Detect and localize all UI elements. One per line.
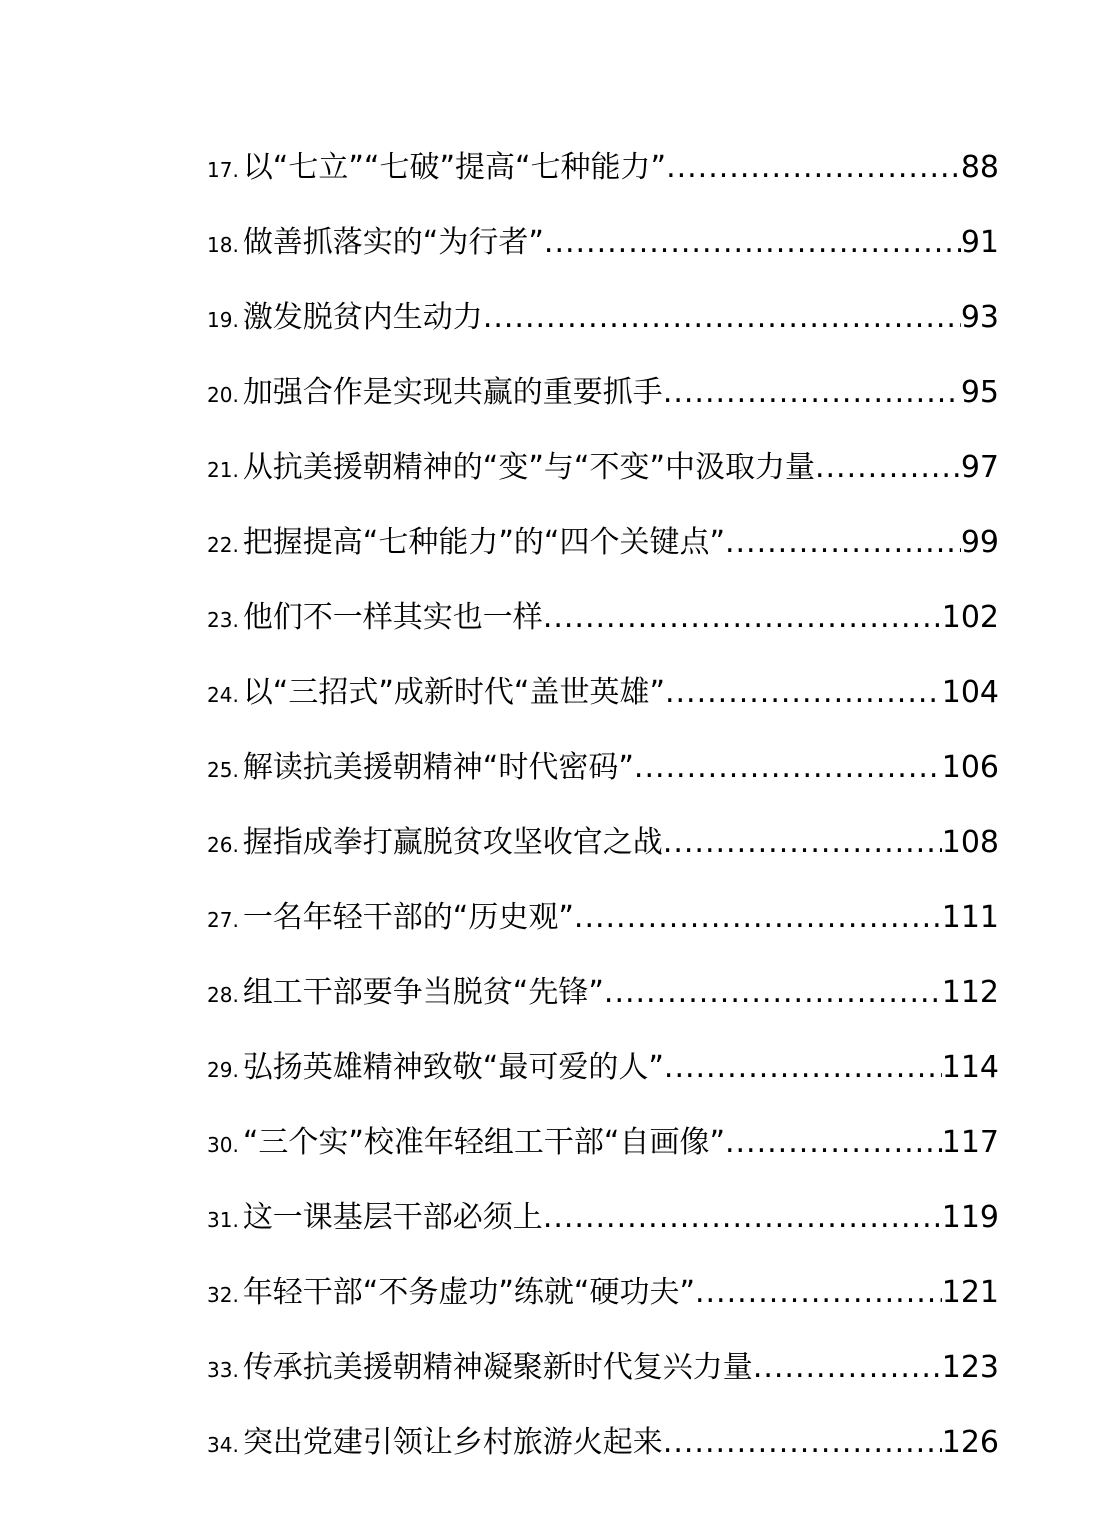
- toc-dot-leader: [695, 1275, 942, 1310]
- toc-entry-title: 以“三招式”成新时代“盖世英雄”: [242, 675, 665, 710]
- toc-dot-leader: [543, 1200, 942, 1235]
- toc-entry-page: 102: [941, 600, 999, 635]
- toc-entry[interactable]: [207, 217, 999, 292]
- toc-entry-title: 这一课基层干部必须上: [242, 1200, 543, 1235]
- toc-entry-number: 32.: [207, 1283, 239, 1307]
- toc-entry-page: 95: [960, 375, 999, 410]
- toc-dot-leader: [753, 1350, 942, 1385]
- toc-dot-leader: [666, 150, 961, 185]
- toc-entry-title: 解读抗美援朝精神“时代密码”: [242, 750, 634, 785]
- toc-dot-leader: [663, 1425, 942, 1460]
- toc-entry[interactable]: [207, 1117, 999, 1192]
- toc-entry[interactable]: [207, 142, 999, 217]
- toc-entry-page: 121: [941, 1275, 999, 1310]
- toc-entry-page: 99: [960, 525, 999, 560]
- toc-dot-leader: [543, 600, 942, 635]
- toc-entry-number: 19.: [207, 308, 239, 332]
- toc-entry-number: 33.: [207, 1358, 239, 1382]
- toc-entry-number: 27.: [207, 908, 239, 932]
- toc-entry-number: 34.: [207, 1433, 239, 1457]
- toc-entry[interactable]: [207, 592, 999, 667]
- toc-entry-number: 17.: [207, 158, 239, 182]
- toc-entry-page: 117: [941, 1125, 999, 1160]
- toc-entry-number: 26.: [207, 833, 239, 857]
- toc-dot-leader: [725, 1125, 942, 1160]
- toc-entry[interactable]: [207, 292, 999, 367]
- toc-entry-title: “三个实”校准年轻组工干部“自画像”: [242, 1125, 725, 1160]
- toc-entry-page: 114: [941, 1050, 999, 1085]
- toc-entry-page: 97: [960, 450, 999, 485]
- toc-entry-page: 108: [941, 825, 999, 860]
- toc-entry[interactable]: [207, 1267, 999, 1342]
- toc-entry[interactable]: [207, 517, 999, 592]
- toc-entry-title: 组工干部要争当脱贫“先锋”: [242, 975, 604, 1010]
- toc-entry-page: 88: [960, 150, 999, 185]
- toc-entry-number: 21.: [207, 458, 239, 482]
- toc-entry-title: 一名年轻干部的“历史观”: [242, 900, 574, 935]
- toc-entry[interactable]: [207, 967, 999, 1042]
- toc-entry-title: 弘扬英雄精神致敬“最可爱的人”: [242, 1050, 664, 1085]
- toc-entry[interactable]: [207, 1342, 999, 1417]
- toc-entry-title: 做善抓落实的“为行者”: [242, 225, 544, 260]
- toc-entry-page: 112: [941, 975, 999, 1010]
- toc-entry[interactable]: [207, 367, 999, 442]
- toc-entry-page: 126: [941, 1425, 999, 1460]
- toc-entry-number: 30.: [207, 1133, 239, 1157]
- toc-entry-page: 91: [960, 225, 999, 260]
- toc-dot-leader: [664, 1050, 942, 1085]
- toc-entry-number: 20.: [207, 383, 239, 407]
- toc-entry-title: 他们不一样其实也一样: [242, 600, 543, 635]
- toc-entry-number: 25.: [207, 758, 239, 782]
- toc-dot-leader: [483, 300, 961, 335]
- table-of-contents: [207, 142, 999, 1492]
- toc-entry-number: 22.: [207, 533, 239, 557]
- toc-entry-page: 93: [960, 300, 999, 335]
- toc-entry[interactable]: [207, 892, 999, 967]
- toc-dot-leader: [604, 975, 942, 1010]
- toc-dot-leader: [665, 675, 942, 710]
- toc-entry-title: 激发脱贫内生动力: [242, 300, 483, 335]
- toc-dot-leader: [544, 225, 961, 260]
- toc-entry-number: 29.: [207, 1058, 239, 1082]
- toc-entry[interactable]: [207, 742, 999, 817]
- toc-entry-title: 以“七立”“七破”提高“七种能力”: [242, 150, 667, 185]
- toc-entry-title: 从抗美援朝精神的“变”与“不变”中汲取力量: [242, 450, 815, 485]
- toc-entry-page: 119: [941, 1200, 999, 1235]
- toc-entry-title: 握指成拳打赢脱贫攻坚收官之战: [242, 825, 663, 860]
- toc-entry-title: 传承抗美援朝精神凝聚新时代复兴力量: [242, 1350, 753, 1385]
- toc-entry[interactable]: [207, 442, 999, 517]
- toc-entry-page: 106: [941, 750, 999, 785]
- toc-entry-number: 18.: [207, 233, 239, 257]
- toc-dot-leader: [663, 375, 961, 410]
- toc-entry[interactable]: [207, 1417, 999, 1492]
- toc-dot-leader: [815, 450, 961, 485]
- toc-entry[interactable]: [207, 1042, 999, 1117]
- toc-entry[interactable]: [207, 817, 999, 892]
- toc-dot-leader: [574, 900, 942, 935]
- toc-entry-page: 111: [941, 900, 999, 935]
- toc-entry[interactable]: [207, 1192, 999, 1267]
- toc-entry-title: 突出党建引领让乡村旅游火起来: [242, 1425, 663, 1460]
- toc-entry-number: 24.: [207, 683, 239, 707]
- toc-entry[interactable]: [207, 667, 999, 742]
- toc-entry-number: 28.: [207, 983, 239, 1007]
- toc-entry-number: 23.: [207, 608, 239, 632]
- toc-dot-leader: [725, 525, 961, 560]
- toc-entry-number: 31.: [207, 1208, 239, 1232]
- toc-entry-title: 把握提高“七种能力”的“四个关键点”: [242, 525, 725, 560]
- toc-entry-title: 年轻干部“不务虚功”练就“硬功夫”: [242, 1275, 695, 1310]
- toc-entry-page: 104: [941, 675, 999, 710]
- toc-dot-leader: [663, 825, 942, 860]
- toc-dot-leader: [634, 750, 942, 785]
- toc-entry-title: 加强合作是实现共赢的重要抓手: [242, 375, 663, 410]
- toc-entry-page: 123: [941, 1350, 999, 1385]
